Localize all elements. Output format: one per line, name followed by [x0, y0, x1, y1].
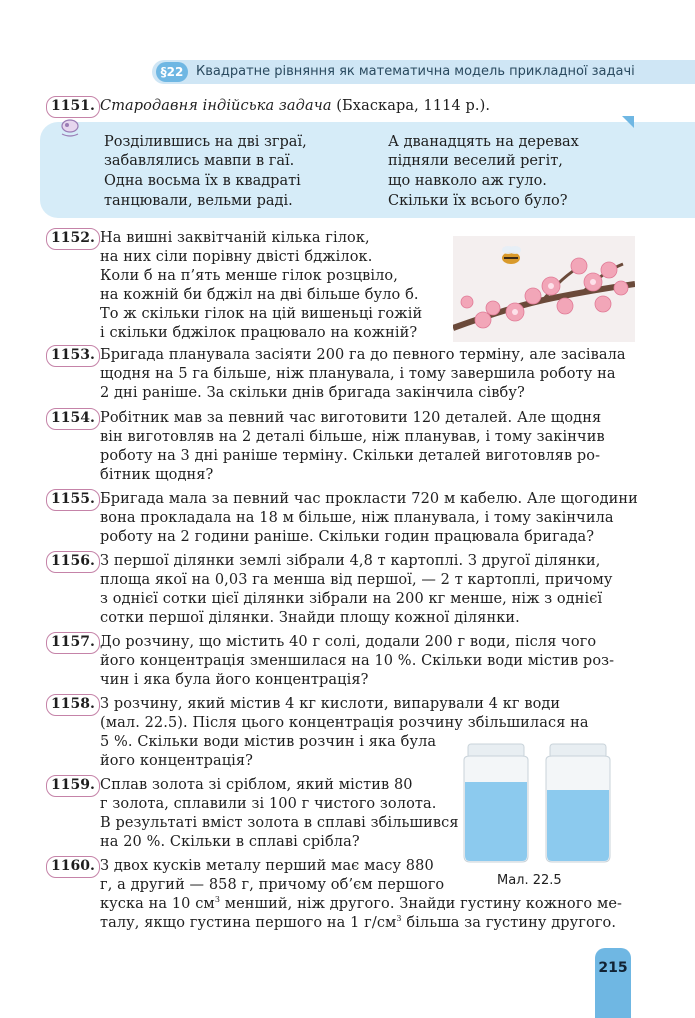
- problem-1152-line: Коли б на п’ять менше гілок розцвіло,: [100, 268, 398, 284]
- problem-1152-line: і скільки бджілок працювало на кожній?: [100, 325, 418, 341]
- problem-1154-line: бітник щодня?: [100, 467, 214, 483]
- problem-number-1152: 1152.: [46, 228, 100, 250]
- problem-1152-line: на кожній би бджіл на дві більше було б.: [100, 287, 419, 303]
- page-number-tab: [595, 948, 631, 1018]
- problem-1154-line: роботу на 3 дні раніше терміну. Скільки деталей виготовляв ро-: [100, 448, 601, 464]
- section-badge: §22: [156, 62, 188, 82]
- problem-1160-line: г, а другий — 858 г, причому об’єм першого: [100, 877, 445, 893]
- problem-1156-line: З першої ділянки землі зібрали 4,8 т картоплі. З другої ділянки,: [100, 553, 601, 569]
- poem-left-line: танцювали, вельми раді.: [104, 193, 293, 209]
- problem-1158-line: 5 %. Скільки води містив розчин і яка була: [100, 734, 437, 750]
- problem-number-1155: 1155.: [46, 489, 100, 511]
- poem-right-line: підняли веселий регіт,: [388, 153, 563, 169]
- problem-1153-line: Бригада планувала засіяти 200 га до певного терміну, але засівала: [100, 347, 626, 363]
- problem-1156-line: з однієї сотки цієї ділянки зібрали на 200 кг менше, ніж з однієї: [100, 591, 603, 607]
- problem-1158-line: З розчину, який містив 4 кг кислоти, випарували 4 кг води: [100, 696, 561, 712]
- problem-number-1156: 1156.: [46, 551, 100, 573]
- problem-1155-line: вона прокладала на 18 м більше, ніж планувала, і тому закінчила: [100, 510, 614, 526]
- poem-right-line: що навколо аж гуло.: [388, 173, 547, 189]
- superscript-3: 3: [214, 895, 221, 905]
- problem-1152-line: на них сіли порівну двісті бджілок.: [100, 249, 373, 265]
- cherry-blossom-bee-image: [453, 236, 635, 342]
- problem-1153-line: 2 дні раніше. За скільки днів бригада закінчила сівбу?: [100, 385, 525, 401]
- problem-1151-source: (Бхаскара, 1114 р.).: [331, 98, 491, 114]
- speech-bubble-icon: [58, 118, 84, 138]
- problem-number-1153: 1153.: [46, 345, 100, 367]
- problem-1160-line: [100, 896, 622, 912]
- section-title: Квадратне рівняння як математична модель прикладної задачі: [196, 64, 635, 79]
- problem-1158-line: його концентрація?: [100, 753, 253, 769]
- problem-number-1157: 1157.: [46, 632, 100, 654]
- problem-1151-heading: [100, 98, 490, 114]
- problem-1152-line: На вишні заквітчаній кілька гілок,: [100, 230, 370, 246]
- problem-1157-line: чин і яка була його концентрація?: [100, 672, 369, 688]
- problem-1160-line4-end: більша за густину другого.: [401, 915, 617, 931]
- problem-1155-line: Бригада мала за певний час прокласти 720 м кабелю. Але щогодини: [100, 491, 638, 507]
- problem-1155-line: роботу на 2 години раніше. Скільки годин працювала бригада?: [100, 529, 595, 545]
- problem-number-1151: 1151.: [46, 96, 100, 118]
- poem-right-line: Скільки їх всього було?: [388, 193, 568, 209]
- page-number: 215: [598, 960, 628, 976]
- problem-1159-line: г золота, сплавили зі 100 г чистого золота.: [100, 796, 437, 812]
- problem-1160-line3-end: менший, ніж другого. Знайди густину кожного ме-: [220, 896, 623, 912]
- problem-1157-line: До розчину, що містить 40 г солі, додали 200 г води, після чого: [100, 634, 597, 650]
- problem-number-1158: 1158.: [46, 694, 100, 716]
- problem-number-1160: 1160.: [46, 856, 100, 878]
- problem-1159-line: Сплав золота зі сріблом, який містив 80: [100, 777, 413, 793]
- problem-number-1159: 1159.: [46, 775, 100, 797]
- problem-1153-line: щодня на 5 га більше, ніж планувала, і тому завершила роботу на: [100, 366, 616, 382]
- superscript-3: 3: [396, 914, 402, 924]
- figure-caption: Мал. 22.5: [497, 873, 562, 888]
- problem-1154-line: Робітник мав за певний час виготовити 120 деталей. Але щодня: [100, 410, 602, 426]
- poem-left-line: Розділившись на дві зграї,: [104, 134, 307, 150]
- problem-1160-line: [100, 915, 616, 931]
- poem-left-line: забавлялись мавпи в гаї.: [104, 153, 295, 169]
- problem-1160-line: З двох кусків металу перший має масу 880: [100, 858, 434, 874]
- problem-1160-line3-start: куска на 10 см: [100, 896, 215, 912]
- problem-1156-line: площа якої на 0,03 га менша від першої, — 2 т картоплі, причому: [100, 572, 613, 588]
- corner-triangle-icon: [622, 116, 634, 128]
- problem-1158-line: (мал. 22.5). Після цього концентрація розчину збільшилася на: [100, 715, 589, 731]
- poem-right-line: А дванадцять на деревах: [388, 134, 579, 150]
- problem-1159-line: на 20 %. Скільки в сплаві срібла?: [100, 834, 360, 850]
- problem-number-1154: 1154.: [46, 408, 100, 430]
- poem-left-line: Одна восьма їх в квадраті: [104, 173, 301, 189]
- problem-1154-line: він виготовляв на 2 деталі більше, ніж планував, і тому закінчив: [100, 429, 605, 445]
- problem-1159-line: В результаті вміст золота в сплаві збільшився: [100, 815, 459, 831]
- problem-1156-line: сотки першої ділянки. Знайди площу кожної ділянки.: [100, 610, 520, 626]
- problem-1152-line: То ж скільки гілок на цій вишеньці гожій: [100, 306, 423, 322]
- problem-1151-title: Стародавня індійська задача: [100, 98, 332, 114]
- jars-image: [462, 742, 612, 864]
- problem-1157-line: його концентрація зменшилася на 10 %. Скільки води містив роз-: [100, 653, 615, 669]
- problem-1160-line4-start: талу, якщо густина першого на 1 г/см: [100, 915, 397, 931]
